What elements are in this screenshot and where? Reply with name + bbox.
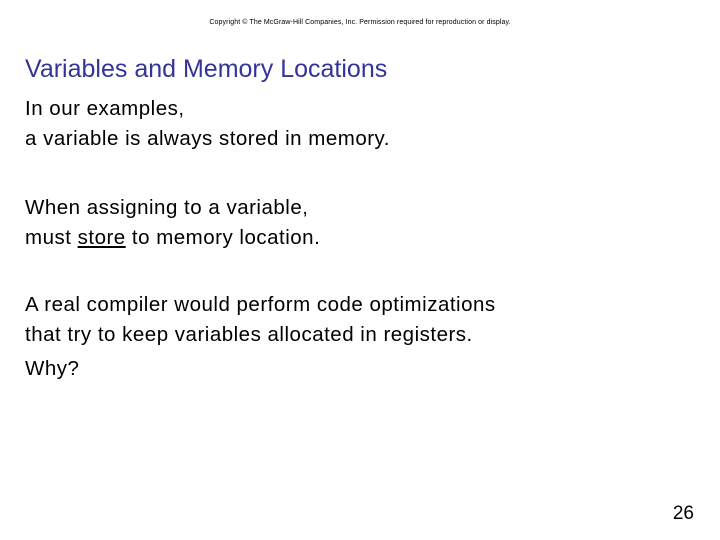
paragraph-line: a variable is always stored in memory. xyxy=(25,127,390,150)
text-segment: to memory location. xyxy=(125,226,321,249)
paragraph-line: In our examples, xyxy=(25,97,185,120)
paragraph-line: that try to keep variables allocated in registers. xyxy=(25,323,473,346)
page-number: 26 xyxy=(672,503,694,524)
paragraph-line: When assigning to a variable, xyxy=(25,196,309,219)
paragraph-line: A real compiler would perform code optimizations xyxy=(25,293,496,316)
paragraph-line xyxy=(25,223,320,253)
slide-title: Variables and Memory Locations xyxy=(25,55,388,83)
question-why: Why? xyxy=(25,357,80,380)
text-segment: must xyxy=(25,226,78,249)
paragraph-compiler-optimizations xyxy=(25,290,496,384)
copyright-notice: Copyright © The McGraw-Hill Companies, Inc. Permission required for reproduction or display. xyxy=(209,19,511,26)
paragraph-assigning-variable xyxy=(25,193,320,253)
paragraph-variables-in-memory xyxy=(25,94,390,154)
underlined-store-word: store xyxy=(77,226,126,249)
